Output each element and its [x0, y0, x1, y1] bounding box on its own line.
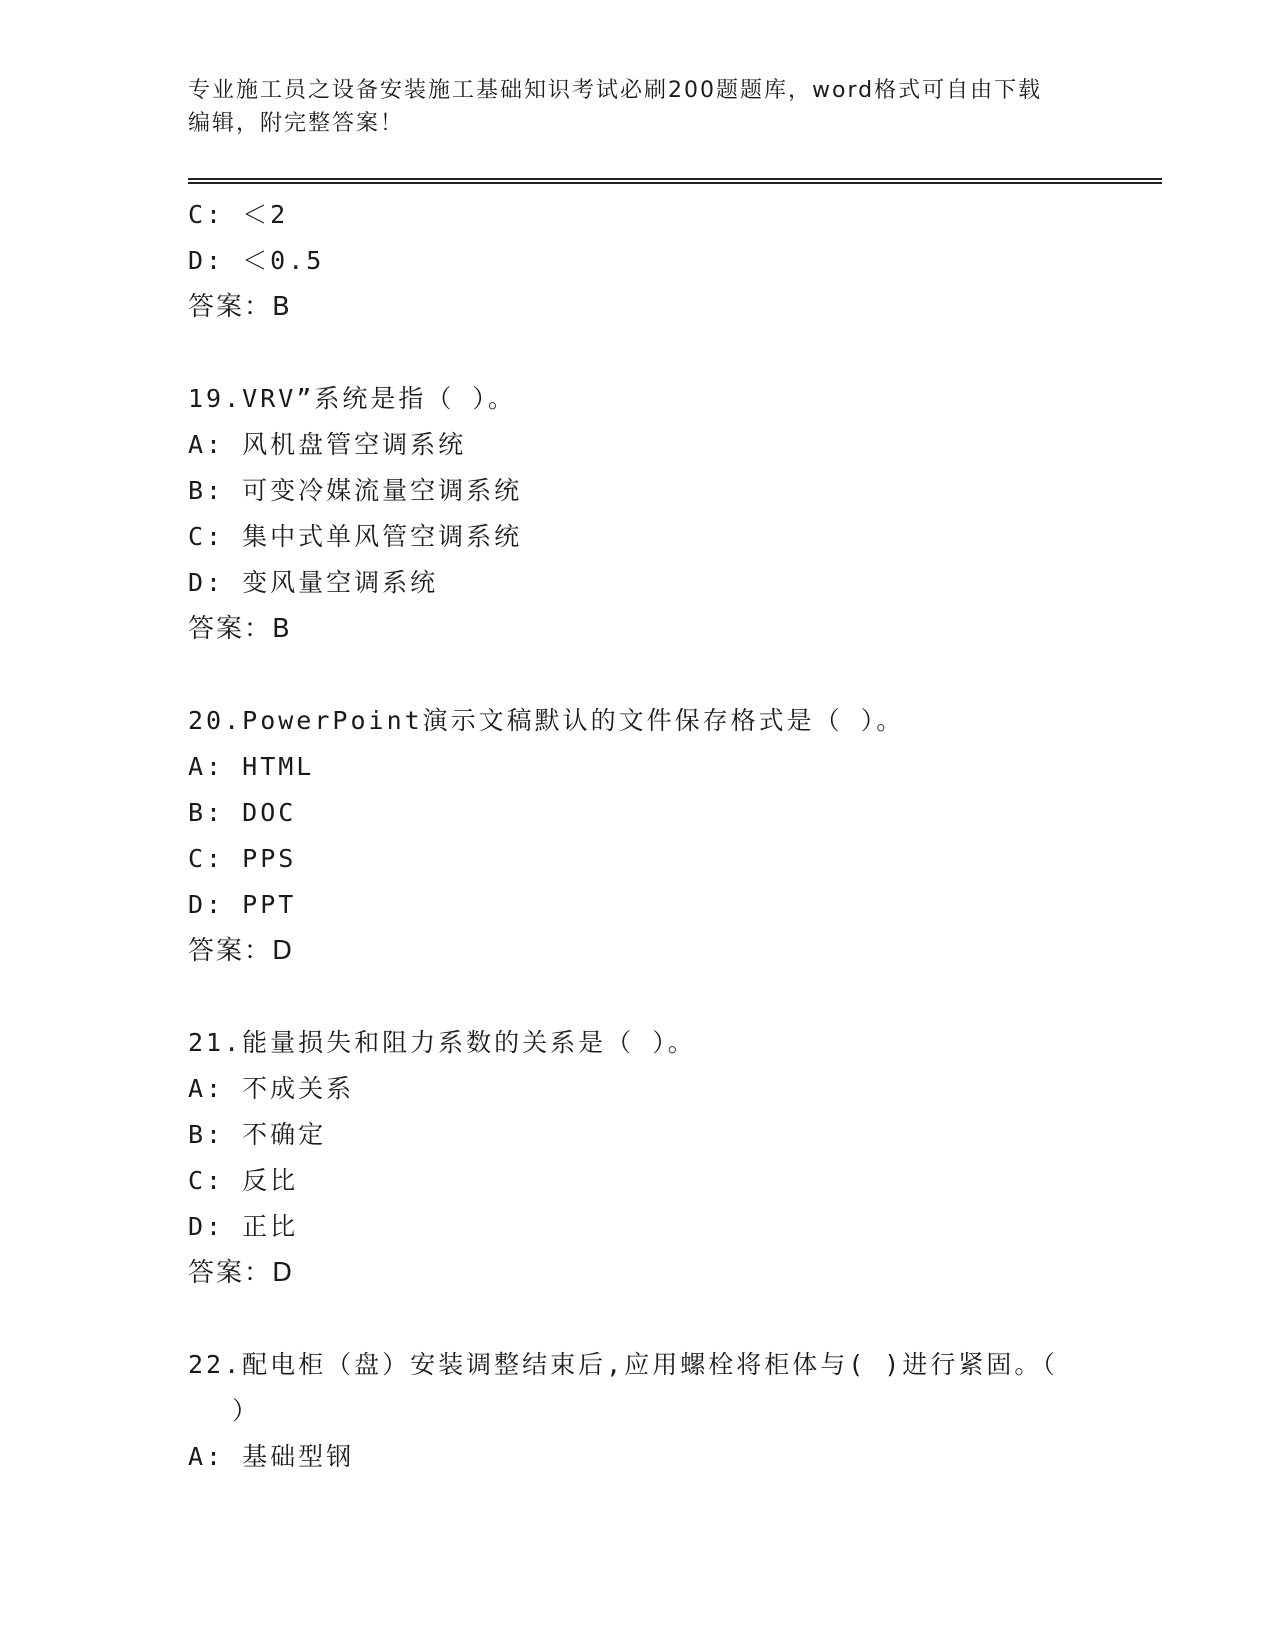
- question-21: [188, 1020, 1088, 1296]
- q19-option-b: B: 可变冷媒流量空调系统: [188, 476, 523, 505]
- q19-option-d: D: 变风量空调系统: [188, 568, 439, 597]
- header-divider-top: [188, 178, 1162, 180]
- header-divider-bottom: [188, 182, 1162, 184]
- q18-option-c: C: ＜2: [188, 200, 289, 229]
- question-20: [188, 698, 1088, 974]
- q18-option-d: D: ＜0.5: [188, 246, 325, 275]
- spacer: [188, 974, 1088, 1020]
- q21-option-c: C: 反比: [188, 1166, 299, 1195]
- q19-question: 19.VRV”系统是指（ ）。: [188, 384, 516, 413]
- q19-answer: 答案：B: [188, 614, 292, 644]
- question-list: [188, 192, 1088, 1480]
- q22-question-line2: ）: [232, 1396, 261, 1425]
- q20-option-b: B: DOC: [188, 798, 297, 827]
- document-header: [188, 74, 1088, 140]
- q22-option-a: A: 基础型钢: [188, 1442, 355, 1471]
- q19-option-a: A: 风机盘管空调系统: [188, 430, 467, 459]
- q20-option-a: A: HTML: [188, 752, 315, 781]
- header-title-line1: 专业施工员之设备安装施工基础知识考试必刷200题题库，word格式可自由下载: [188, 78, 1043, 103]
- q21-option-d: D: 正比: [188, 1212, 299, 1241]
- q20-option-d: D: PPT: [188, 890, 297, 919]
- q21-question: 21.能量损失和阻力系数的关系是（ ）。: [188, 1028, 696, 1057]
- q21-option-a: A: 不成关系: [188, 1074, 355, 1103]
- q20-answer: 答案：D: [188, 936, 295, 966]
- question-18: [188, 192, 1088, 330]
- spacer: [188, 330, 1088, 376]
- q22-question-line1: 22.配电柜（盘）安装调整结束后,应用螺栓将柜体与( )进行紧固。（: [188, 1350, 1058, 1379]
- spacer: [188, 1296, 1088, 1342]
- q20-question: 20.PowerPoint演示文稿默认的文件保存格式是（ ）。: [188, 706, 905, 735]
- q21-answer: 答案：D: [188, 1258, 295, 1288]
- q20-option-c: C: PPS: [188, 844, 297, 873]
- spacer: [188, 652, 1088, 698]
- header-title-line2: 编辑，附完整答案！: [188, 111, 405, 136]
- q18-answer: 答案：B: [188, 292, 292, 322]
- q19-option-c: C: 集中式单风管空调系统: [188, 522, 523, 551]
- question-19: [188, 376, 1088, 652]
- q21-option-b: B: 不确定: [188, 1120, 327, 1149]
- question-22: [188, 1342, 1088, 1480]
